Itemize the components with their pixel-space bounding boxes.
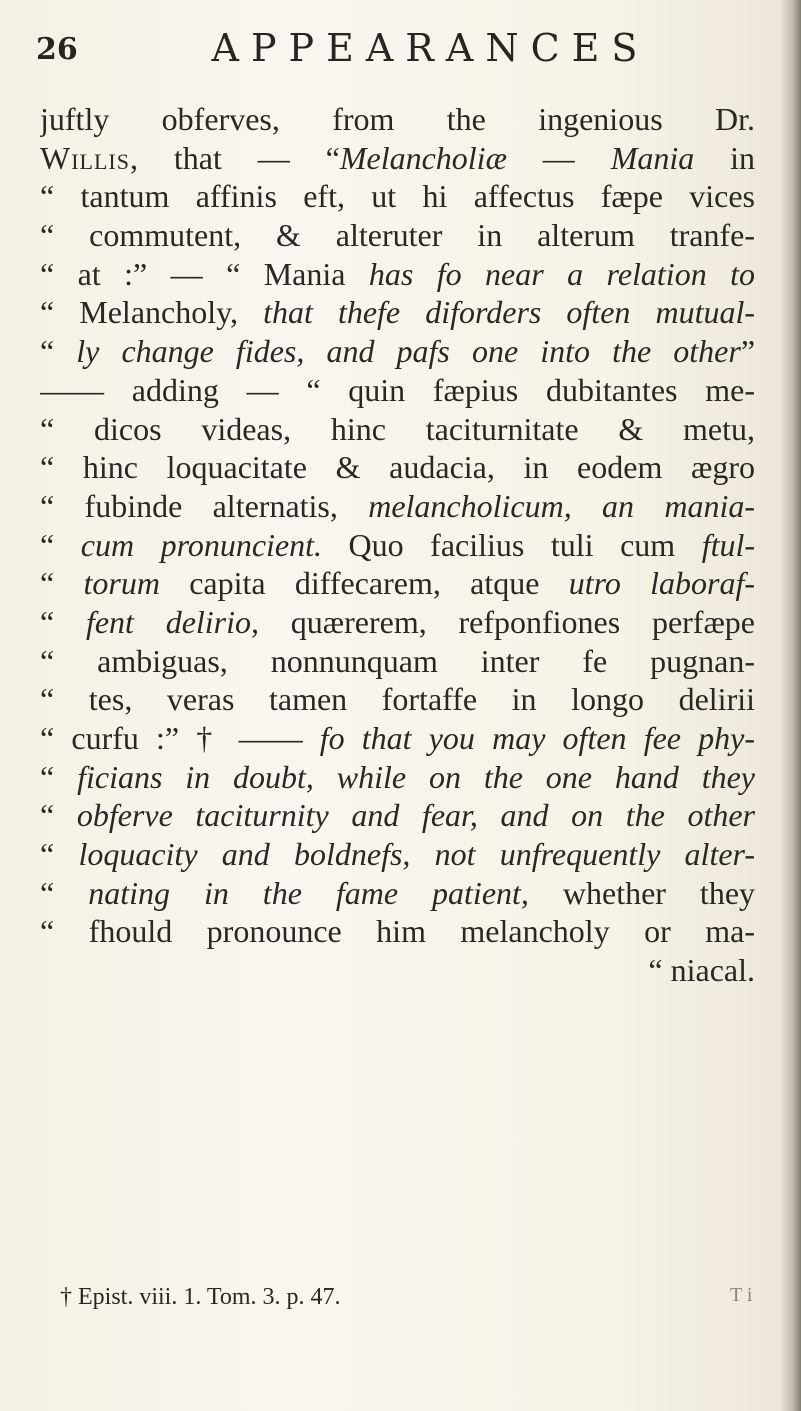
text-segment: Melancholy, xyxy=(79,294,264,331)
quote-mark: “ xyxy=(40,603,86,640)
quote-mark: “ xyxy=(40,255,78,292)
text-segment: fhould pronounce him melancholy or ma- xyxy=(88,913,755,950)
text-segment: fo that you may often fee phy- xyxy=(319,720,755,756)
text-line xyxy=(40,719,755,758)
text-segment: whether they xyxy=(528,874,755,911)
text-line xyxy=(40,874,755,913)
quote-mark: “ xyxy=(40,758,78,795)
quote-mark: “ xyxy=(40,294,80,331)
text-segment: has fo near a relation to xyxy=(368,255,755,292)
text-segment: melancholicum, an mania- xyxy=(368,487,755,524)
text-segment: obferve taciturnity and fear, and on the other xyxy=(76,797,755,834)
text-line xyxy=(40,139,755,178)
quote-mark: “ xyxy=(40,836,79,873)
quote-mark: “ xyxy=(40,217,90,254)
text-segment: cum pronuncient. xyxy=(80,526,323,563)
quote-mark: “ xyxy=(40,178,81,215)
quote-mark: “ xyxy=(40,487,85,524)
text-segment: Quo facilius tuli cum xyxy=(322,526,702,563)
text-line xyxy=(40,255,755,294)
text-line xyxy=(40,603,755,642)
footnote-text: † Epist. viii. 1. Tom. 3. p. 47. xyxy=(60,1284,341,1310)
text-segment: that thefe diforders often mutual- xyxy=(263,294,755,331)
text-segment: — xyxy=(506,139,611,176)
text-segment: quærerem, refponfiones perfæpe xyxy=(259,603,755,640)
text-line xyxy=(40,796,755,835)
text-line xyxy=(40,332,755,371)
running-head: APPEARANCES xyxy=(211,26,650,70)
text-line xyxy=(40,642,755,681)
text-segment: commutent, & alteruter in alterum tranfe- xyxy=(89,217,755,254)
text-segment: in xyxy=(694,139,755,176)
quote-mark: “ xyxy=(40,874,89,911)
body-text xyxy=(40,100,755,990)
text-segment: —— adding — “ quin fæpius dubitantes me- xyxy=(40,371,755,408)
text-line xyxy=(40,680,755,719)
catchword: T i xyxy=(730,1284,753,1306)
text-line xyxy=(40,951,755,990)
text-line xyxy=(40,564,755,603)
page-edge-shadow xyxy=(779,0,801,1411)
footnote xyxy=(60,1284,760,1311)
quote-mark: “ xyxy=(40,333,77,370)
text-segment: Melancholiæ xyxy=(339,139,507,176)
text-segment: juftly obferves, from the ingenious Dr. xyxy=(40,101,755,137)
text-line xyxy=(40,293,755,332)
text-line xyxy=(40,216,755,255)
quote-mark: “ xyxy=(40,681,89,718)
page-header xyxy=(0,22,801,82)
text-segment: utro laboraf- xyxy=(568,565,755,602)
text-segment: niacal. xyxy=(670,952,755,989)
quote-mark: “ xyxy=(40,797,77,834)
text-segment: capita diffecarem, atque xyxy=(159,565,569,602)
quote-mark: “ xyxy=(40,642,98,679)
text-line xyxy=(40,177,755,216)
quote-mark: “ xyxy=(40,913,89,950)
text-segment: tantum affinis eft, ut hi affectus fæpe vices xyxy=(80,178,755,215)
quote-mark: “ xyxy=(40,565,84,602)
quote-mark: “ xyxy=(40,449,83,486)
text-segment: fent delirio, xyxy=(85,603,260,640)
text-segment: ambiguas, nonnunquam inter fe pugnan- xyxy=(97,642,755,679)
text-segment: ly change fides, and pafs one into the other xyxy=(76,333,741,370)
quote-mark: “ xyxy=(40,720,72,756)
text-segment: Willis xyxy=(40,139,130,176)
text-line xyxy=(40,448,755,487)
text-segment: fubinde alternatis, xyxy=(84,487,369,524)
text-segment: curfu :” † —— xyxy=(71,720,320,756)
text-segment: torum xyxy=(83,565,160,602)
text-line xyxy=(40,487,755,526)
quote-mark: “ xyxy=(648,952,671,989)
text-segment: Mania xyxy=(610,139,695,176)
text-segment: hinc loquacitate & audacia, in eodem ægro xyxy=(82,449,755,486)
text-line xyxy=(40,912,755,951)
text-segment: loquacity and boldnefs, not unfrequently alter- xyxy=(78,836,755,873)
text-segment: tes, veras tamen fortaffe in longo delirii xyxy=(88,681,755,718)
text-segment: ftul- xyxy=(701,526,755,563)
quote-mark: “ xyxy=(40,410,94,447)
text-segment: nating in the fame patient, xyxy=(88,874,529,911)
text-segment: dicos videas, hinc taciturnitate & metu, xyxy=(94,410,755,447)
text-segment: ficians in doubt, while on the one hand they xyxy=(77,758,755,795)
text-segment: at :” — “ Mania xyxy=(77,255,369,292)
text-segment: ” xyxy=(740,333,755,370)
text-line xyxy=(40,835,755,874)
text-segment: , that — “ xyxy=(129,139,340,176)
text-line xyxy=(40,526,755,565)
text-line xyxy=(40,100,755,139)
text-line xyxy=(40,758,755,797)
text-line xyxy=(40,410,755,449)
quote-mark: “ xyxy=(40,526,81,563)
text-line xyxy=(40,371,755,410)
page-number: 26 xyxy=(36,32,78,67)
